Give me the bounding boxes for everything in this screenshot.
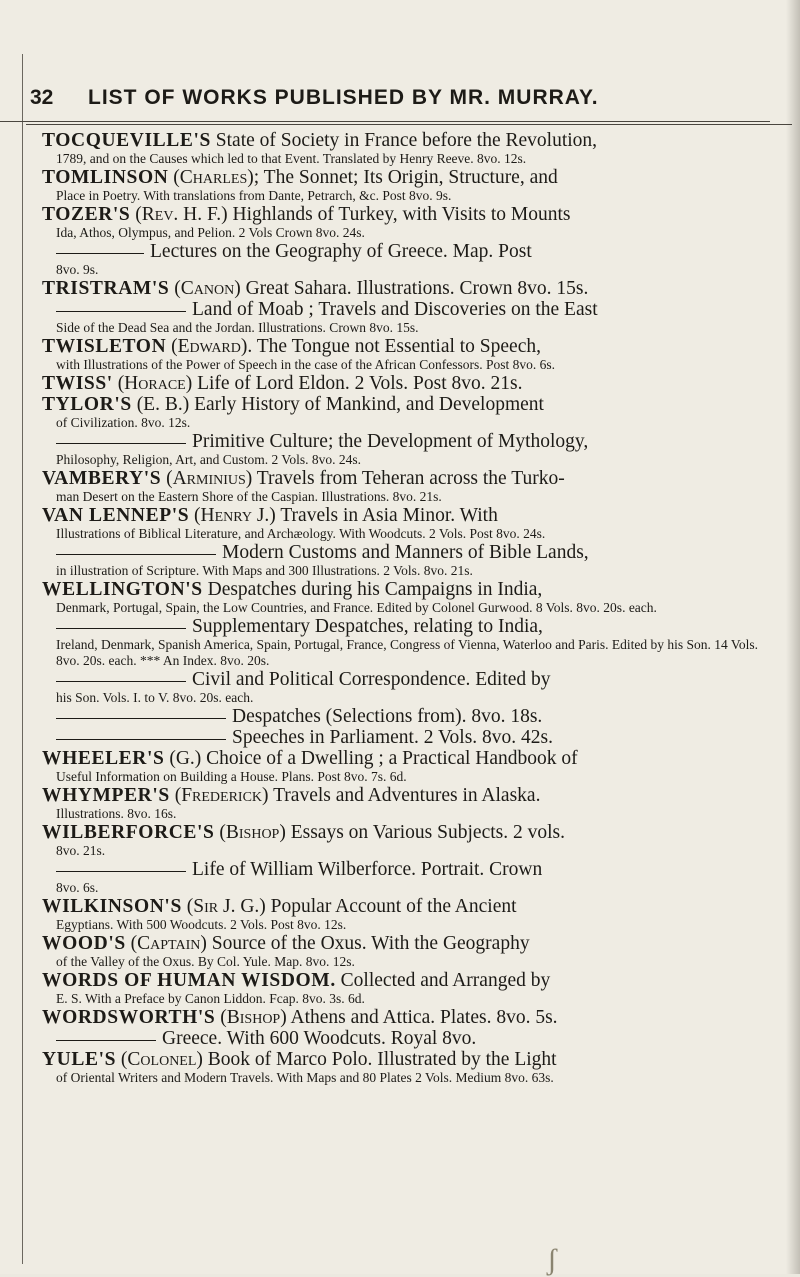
author-qualifier: (Rev. H. F.) bbox=[130, 204, 228, 225]
author-name: WILKINSON'S bbox=[42, 896, 182, 917]
work-title: Early History of Mankind, and Development bbox=[189, 394, 544, 415]
catalogue-entry bbox=[42, 468, 762, 505]
catalogue-entry bbox=[42, 204, 762, 278]
entry-title-line bbox=[42, 785, 762, 806]
work-title: Source of the Oxus. With the Geography bbox=[206, 933, 530, 954]
ditto-title-line bbox=[42, 299, 762, 320]
catalogue-entry bbox=[42, 336, 762, 373]
entry-title-line bbox=[42, 130, 762, 151]
entry-details: Philosophy, Religion, Art, and Custom. 2 Vols. 8vo. 24s. bbox=[56, 452, 362, 467]
catalogue-entry bbox=[42, 896, 762, 933]
catalogue-entry bbox=[42, 505, 762, 579]
author-name: TRISTRAM'S bbox=[42, 278, 170, 299]
entry-details: his Son. Vols. I. to V. 8vo. 20s. each. bbox=[56, 690, 254, 705]
header-rule bbox=[0, 121, 770, 122]
work-title: Greece. With 600 Woodcuts. Royal 8vo. bbox=[162, 1028, 477, 1049]
entry-details: Illustrations. 8vo. 16s. bbox=[56, 806, 177, 821]
work-title: Primitive Culture; the Development of Mythology, bbox=[192, 431, 589, 452]
work-title: Modern Customs and Manners of Bible Lands, bbox=[222, 542, 589, 563]
entry-details: Place in Poetry. With translations from Dante, Petrarch, &c. Post 8vo. 9s. bbox=[56, 188, 452, 203]
catalogue-entry bbox=[42, 822, 762, 896]
entry-title-line bbox=[42, 167, 762, 188]
work-title: Travels and Adventures in Alaska. bbox=[268, 785, 541, 806]
work-title: Essays on Various Subjects. 2 vols. bbox=[285, 822, 565, 843]
catalogue-entry bbox=[42, 933, 762, 970]
catalogue-entry bbox=[42, 373, 762, 394]
work-title: Popular Account of the Ancient bbox=[265, 896, 517, 917]
author-name: WOOD'S bbox=[42, 933, 126, 954]
work-title: Travels in Asia Minor. With bbox=[275, 505, 498, 526]
ditto-rule bbox=[56, 627, 186, 629]
work-title: Despatches (Selections from). 8vo. 18s. bbox=[232, 706, 543, 727]
author-qualifier: (Horace) bbox=[112, 373, 193, 394]
ditto-title-line bbox=[42, 542, 762, 563]
work-title: Life of Lord Eldon. 2 Vols. Post 8vo. 21s. bbox=[192, 373, 523, 394]
entry-title-line bbox=[42, 373, 762, 394]
author-name: TWISS' bbox=[42, 373, 113, 394]
work-title: Book of Marco Polo. Illustrated by the Light bbox=[202, 1049, 557, 1070]
author-name: TWISLETON bbox=[42, 336, 167, 357]
author-name: TOMLINSON bbox=[42, 167, 169, 188]
author-name: WORDS OF HUMAN WISDOM. bbox=[42, 970, 336, 991]
author-qualifier: (Sir J. G.) bbox=[181, 896, 266, 917]
author-qualifier: (Captain) bbox=[125, 933, 207, 954]
author-qualifier: (Edward) bbox=[166, 336, 248, 357]
ditto-rule bbox=[56, 738, 226, 740]
catalogue-entry bbox=[42, 1049, 762, 1086]
work-title: Despatches during his Campaigns in India, bbox=[202, 579, 543, 600]
entry-title-line bbox=[42, 336, 762, 357]
ditto-rule bbox=[56, 717, 226, 719]
header-rule bbox=[26, 124, 792, 125]
ditto-rule bbox=[56, 553, 216, 555]
work-title: Collected and Arranged by bbox=[335, 970, 551, 991]
work-title: Choice of a Dwelling ; a Practical Handbook of bbox=[201, 748, 578, 769]
entry-details: Egyptians. With 500 Woodcuts. 2 Vols. Post 8vo. 12s. bbox=[56, 917, 347, 932]
work-title: Land of Moab ; Travels and Discoveries on the East bbox=[192, 299, 598, 320]
page-mark: ʃ bbox=[547, 1243, 557, 1276]
entry-details: Useful Information on Building a House. Plans. Post 8vo. 7s. 6d. bbox=[56, 769, 407, 784]
author-qualifier: (Arminius) bbox=[161, 468, 253, 489]
catalogue-list bbox=[42, 130, 762, 1086]
entry-title-line bbox=[42, 278, 762, 299]
author-name: TOZER'S bbox=[42, 204, 131, 225]
page-edge-rule bbox=[22, 54, 23, 1264]
spine-shadow bbox=[786, 0, 800, 1274]
author-qualifier: (Frederick) bbox=[169, 785, 269, 806]
author-qualifier: (G.) bbox=[164, 748, 202, 769]
author-name: VAMBERY'S bbox=[42, 468, 162, 489]
ditto-rule bbox=[56, 680, 186, 682]
author-name: VAN LENNEP'S bbox=[42, 505, 190, 526]
catalogue-entry bbox=[42, 130, 762, 167]
ditto-rule bbox=[56, 310, 186, 312]
entry-title-line bbox=[42, 468, 762, 489]
work-title: Life of William Wilberforce. Portrait. Crown bbox=[192, 859, 543, 880]
ditto-title-line bbox=[42, 241, 762, 262]
author-name: YULE'S bbox=[42, 1049, 117, 1070]
entry-details: of the Valley of the Oxus. By Col. Yule. Map. 8vo. 12s. bbox=[56, 954, 355, 969]
author-qualifier: (Bishop) bbox=[214, 822, 286, 843]
author-qualifier: (Bishop) bbox=[215, 1007, 287, 1028]
author-qualifier: (Henry J.) bbox=[189, 505, 276, 526]
entry-title-line bbox=[42, 933, 762, 954]
catalogue-entry bbox=[42, 394, 762, 468]
work-title: Athens and Attica. Plates. 8vo. 5s. bbox=[286, 1007, 558, 1028]
author-qualifier: (Canon) bbox=[169, 278, 241, 299]
work-title: Civil and Political Correspondence. Edited by bbox=[192, 669, 551, 690]
ditto-title-line bbox=[42, 431, 762, 452]
entry-title-line bbox=[42, 1007, 762, 1028]
entry-details: 8vo. 21s. bbox=[56, 843, 106, 858]
entry-title-line bbox=[42, 896, 762, 917]
ditto-title-line bbox=[42, 706, 762, 727]
work-title: Highlands of Turkey, with Visits to Mounts bbox=[227, 204, 571, 225]
work-title: Supplementary Despatches, relating to India, bbox=[192, 616, 543, 637]
entry-title-line bbox=[42, 748, 762, 769]
author-name: WELLINGTON'S bbox=[42, 579, 203, 600]
ditto-rule bbox=[56, 442, 186, 444]
entry-details: 8vo. 6s. bbox=[56, 880, 99, 895]
page-number: 32 bbox=[30, 86, 54, 109]
entry-title-line bbox=[42, 505, 762, 526]
ditto-rule bbox=[56, 1039, 156, 1041]
entry-details: 8vo. 9s. bbox=[56, 262, 99, 277]
work-title: Lectures on the Geography of Greece. Map. Post bbox=[150, 241, 532, 262]
catalogue-entry bbox=[42, 167, 762, 204]
author-name: TOCQUEVILLE'S bbox=[42, 130, 211, 151]
entry-title-line bbox=[42, 394, 762, 415]
author-qualifier: (Charles) bbox=[168, 167, 254, 188]
entry-details: Ida, Athos, Olympus, and Pelion. 2 Vols Crown 8vo. 24s. bbox=[56, 225, 365, 240]
author-name: WILBERFORCE'S bbox=[42, 822, 215, 843]
running-head: LIST OF WORKS PUBLISHED BY MR. MURRAY. bbox=[88, 86, 599, 109]
catalogue-entry bbox=[42, 970, 762, 1007]
entry-details: with Illustrations of the Power of Speech in the case of the African Confessors. Post 8vo. 6s. bbox=[56, 357, 556, 372]
entry-details: E. S. With a Preface by Canon Liddon. Fcap. 8vo. 3s. 6d. bbox=[56, 991, 365, 1006]
entry-details: of Oriental Writers and Modern Travels. With Maps and 80 Plates 2 Vols. Medium 8vo. 63s. bbox=[56, 1070, 554, 1085]
work-title: State of Society in France before the Revolution, bbox=[210, 130, 598, 151]
entry-details: man Desert on the Eastern Shore of the Caspian. Illustrations. 8vo. 21s. bbox=[56, 489, 442, 504]
work-title: ; The Sonnet; Its Origin, Structure, and bbox=[253, 167, 558, 188]
author-name: TYLOR'S bbox=[42, 394, 132, 415]
work-title: . The Tongue not Essential to Speech, bbox=[247, 336, 541, 357]
ditto-title-line bbox=[42, 859, 762, 880]
entry-details: Denmark, Portugal, Spain, the Low Countries, and France. Edited by Colonel Gurwood. 8 Vols. 8vo. 20s. each. bbox=[56, 600, 657, 615]
author-qualifier: (E. B.) bbox=[131, 394, 190, 415]
catalogue-entry bbox=[42, 278, 762, 336]
catalogue-entry bbox=[42, 1007, 762, 1049]
work-title: Speeches in Parliament. 2 Vols. 8vo. 42s. bbox=[232, 727, 554, 748]
entry-title-line bbox=[42, 1049, 762, 1070]
page-header bbox=[22, 86, 792, 112]
ditto-title-line bbox=[42, 1028, 762, 1049]
author-qualifier: (Colonel) bbox=[116, 1049, 203, 1070]
entry-details: Side of the Dead Sea and the Jordan. Illustrations. Crown 8vo. 15s. bbox=[56, 320, 419, 335]
entry-title-line bbox=[42, 970, 762, 991]
ditto-title-line bbox=[42, 669, 762, 690]
catalogue-entry bbox=[42, 579, 762, 748]
entry-title-line bbox=[42, 822, 762, 843]
entry-details: in illustration of Scripture. With Maps and 300 Illustrations. 2 Vols. 8vo. 21s. bbox=[56, 563, 473, 578]
work-title: Great Sahara. Illustrations. Crown 8vo. 15s. bbox=[240, 278, 589, 299]
ditto-title-line bbox=[42, 727, 762, 748]
entry-details: of Civilization. 8vo. 12s. bbox=[56, 415, 191, 430]
entry-title-line bbox=[42, 579, 762, 600]
ditto-title-line bbox=[42, 616, 762, 637]
author-name: WHEELER'S bbox=[42, 748, 165, 769]
catalogue-entry bbox=[42, 785, 762, 822]
author-name: WORDSWORTH'S bbox=[42, 1007, 216, 1028]
ditto-rule bbox=[56, 870, 186, 872]
author-name: WHYMPER'S bbox=[42, 785, 170, 806]
entry-details: 1789, and on the Causes which led to that Event. Translated by Henry Reeve. 8vo. 12s. bbox=[56, 151, 527, 166]
entry-details: Ireland, Denmark, Spanish America, Spain, Portugal, France, Congress of Vienna, Waterloo and Paris. Edited by his Son. 14 Vols. 8vo. 20s. each. *** An Index. 8vo. 20s. bbox=[56, 637, 758, 668]
ditto-rule bbox=[56, 252, 144, 254]
entry-title-line bbox=[42, 204, 762, 225]
work-title: Travels from Teheran across the Turko- bbox=[252, 468, 565, 489]
catalogue-entry bbox=[42, 748, 762, 785]
entry-details: Illustrations of Biblical Literature, and Archæology. With Woodcuts. 2 Vols. Post 8vo. 24s. bbox=[56, 526, 546, 541]
